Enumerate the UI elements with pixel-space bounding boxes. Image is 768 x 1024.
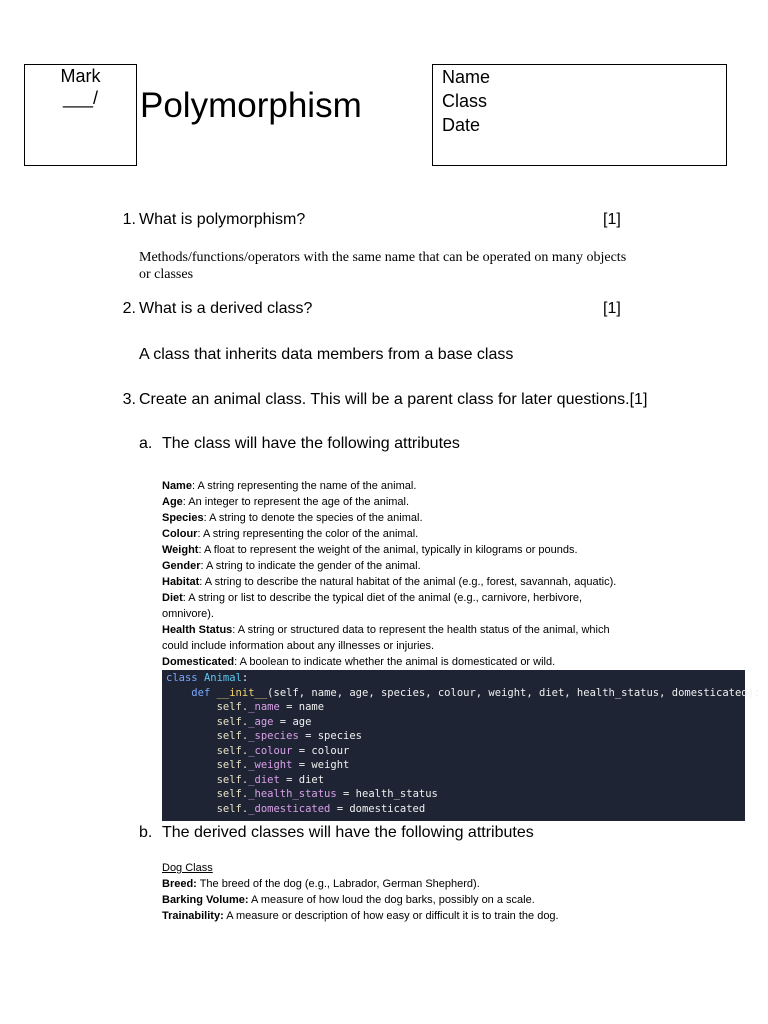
mark-value: ___/ xyxy=(62,88,99,108)
question-marks: [1] xyxy=(603,300,621,317)
answer-1: Methods/functions/operators with the same name that can be operated on many objects or classes xyxy=(139,250,627,282)
part-text: The class will have the following attributes xyxy=(162,435,460,452)
code-line: self._diet = diet xyxy=(216,773,325,786)
name-field-label: Name xyxy=(442,67,491,87)
list-item: Trainability: A measure or description of how easy or difficult it is to train the dog. xyxy=(162,910,559,922)
question-number: 3. xyxy=(122,391,136,408)
code-line: self._age = age xyxy=(216,715,312,728)
dog-class-attribute-list xyxy=(162,860,682,924)
list-item: Diet: A string or list to describe the typical diet of the animal (e.g., carnivore, herbivore, xyxy=(162,592,583,604)
code-block xyxy=(162,670,761,821)
code-line: def __init__(self, name, age, species, colour, weight, diet, health_status, domesticated): xyxy=(191,686,761,699)
list-item-continuation: omnivore). xyxy=(162,608,214,620)
list-item: Colour: A string representing the color of the animal. xyxy=(162,528,419,540)
list-item: Name: A string representing the name of the animal. xyxy=(162,480,417,492)
part-label: a. xyxy=(139,435,153,452)
answer-2: A class that inherits data members from a base class xyxy=(139,346,514,363)
dog-class-heading: Dog Class xyxy=(162,862,213,874)
question-text: What is polymorphism? xyxy=(139,211,306,228)
page-title: Polymorphism xyxy=(140,86,362,125)
list-item: Species: A string to denote the species of the animal. xyxy=(162,512,423,524)
code-line: self._species = species xyxy=(216,730,362,742)
class-field-label: Class xyxy=(442,91,488,111)
code-line: self._weight = weight xyxy=(216,759,350,771)
question-number: 1. xyxy=(122,211,136,228)
mark-label: Mark xyxy=(60,66,101,86)
list-item: Health Status: A string or structured data to represent the health status of the animal, which xyxy=(162,624,610,636)
code-line: self._name = name xyxy=(216,701,325,713)
list-item: Age: An integer to represent the age of the animal. xyxy=(162,496,410,508)
list-item: Breed: The breed of the dog (e.g., Labrador, German Shepherd). xyxy=(162,878,480,890)
student-info-box xyxy=(432,64,727,166)
list-item: Habitat: A string to describe the natural habitat of the animal (e.g., forest, savannah, aquatic). xyxy=(162,576,617,588)
code-line: self._colour = colour xyxy=(216,744,350,757)
list-item-continuation: could include information about any illnesses or injuries. xyxy=(162,640,435,652)
part-label: b. xyxy=(139,824,153,841)
question-number: 2. xyxy=(122,300,136,317)
part-text: The derived classes will have the following attributes xyxy=(162,824,534,841)
list-item: Gender: A string to indicate the gender of the animal. xyxy=(162,560,421,572)
list-item: Barking Volume: A measure of how loud the dog barks, possibly on a scale. xyxy=(162,894,535,906)
code-line: self._domesticated = domesticated xyxy=(216,802,426,815)
code-line: class Animal: xyxy=(166,672,249,684)
list-item: Domesticated: A boolean to indicate whether the animal is domesticated or wild. xyxy=(162,656,556,668)
list-item: Weight: A float to represent the weight of the animal, typically in kilograms or pounds. xyxy=(162,544,578,556)
question-marks: [1] xyxy=(603,211,621,228)
mark-box xyxy=(24,64,137,166)
code-line: self._health_status = health_status xyxy=(216,788,438,800)
question-text: Create an animal class. This will be a parent class for later questions.[1] xyxy=(139,391,648,408)
date-field-label: Date xyxy=(442,115,481,135)
question-text: What is a derived class? xyxy=(139,300,313,317)
attribute-list xyxy=(162,478,682,670)
